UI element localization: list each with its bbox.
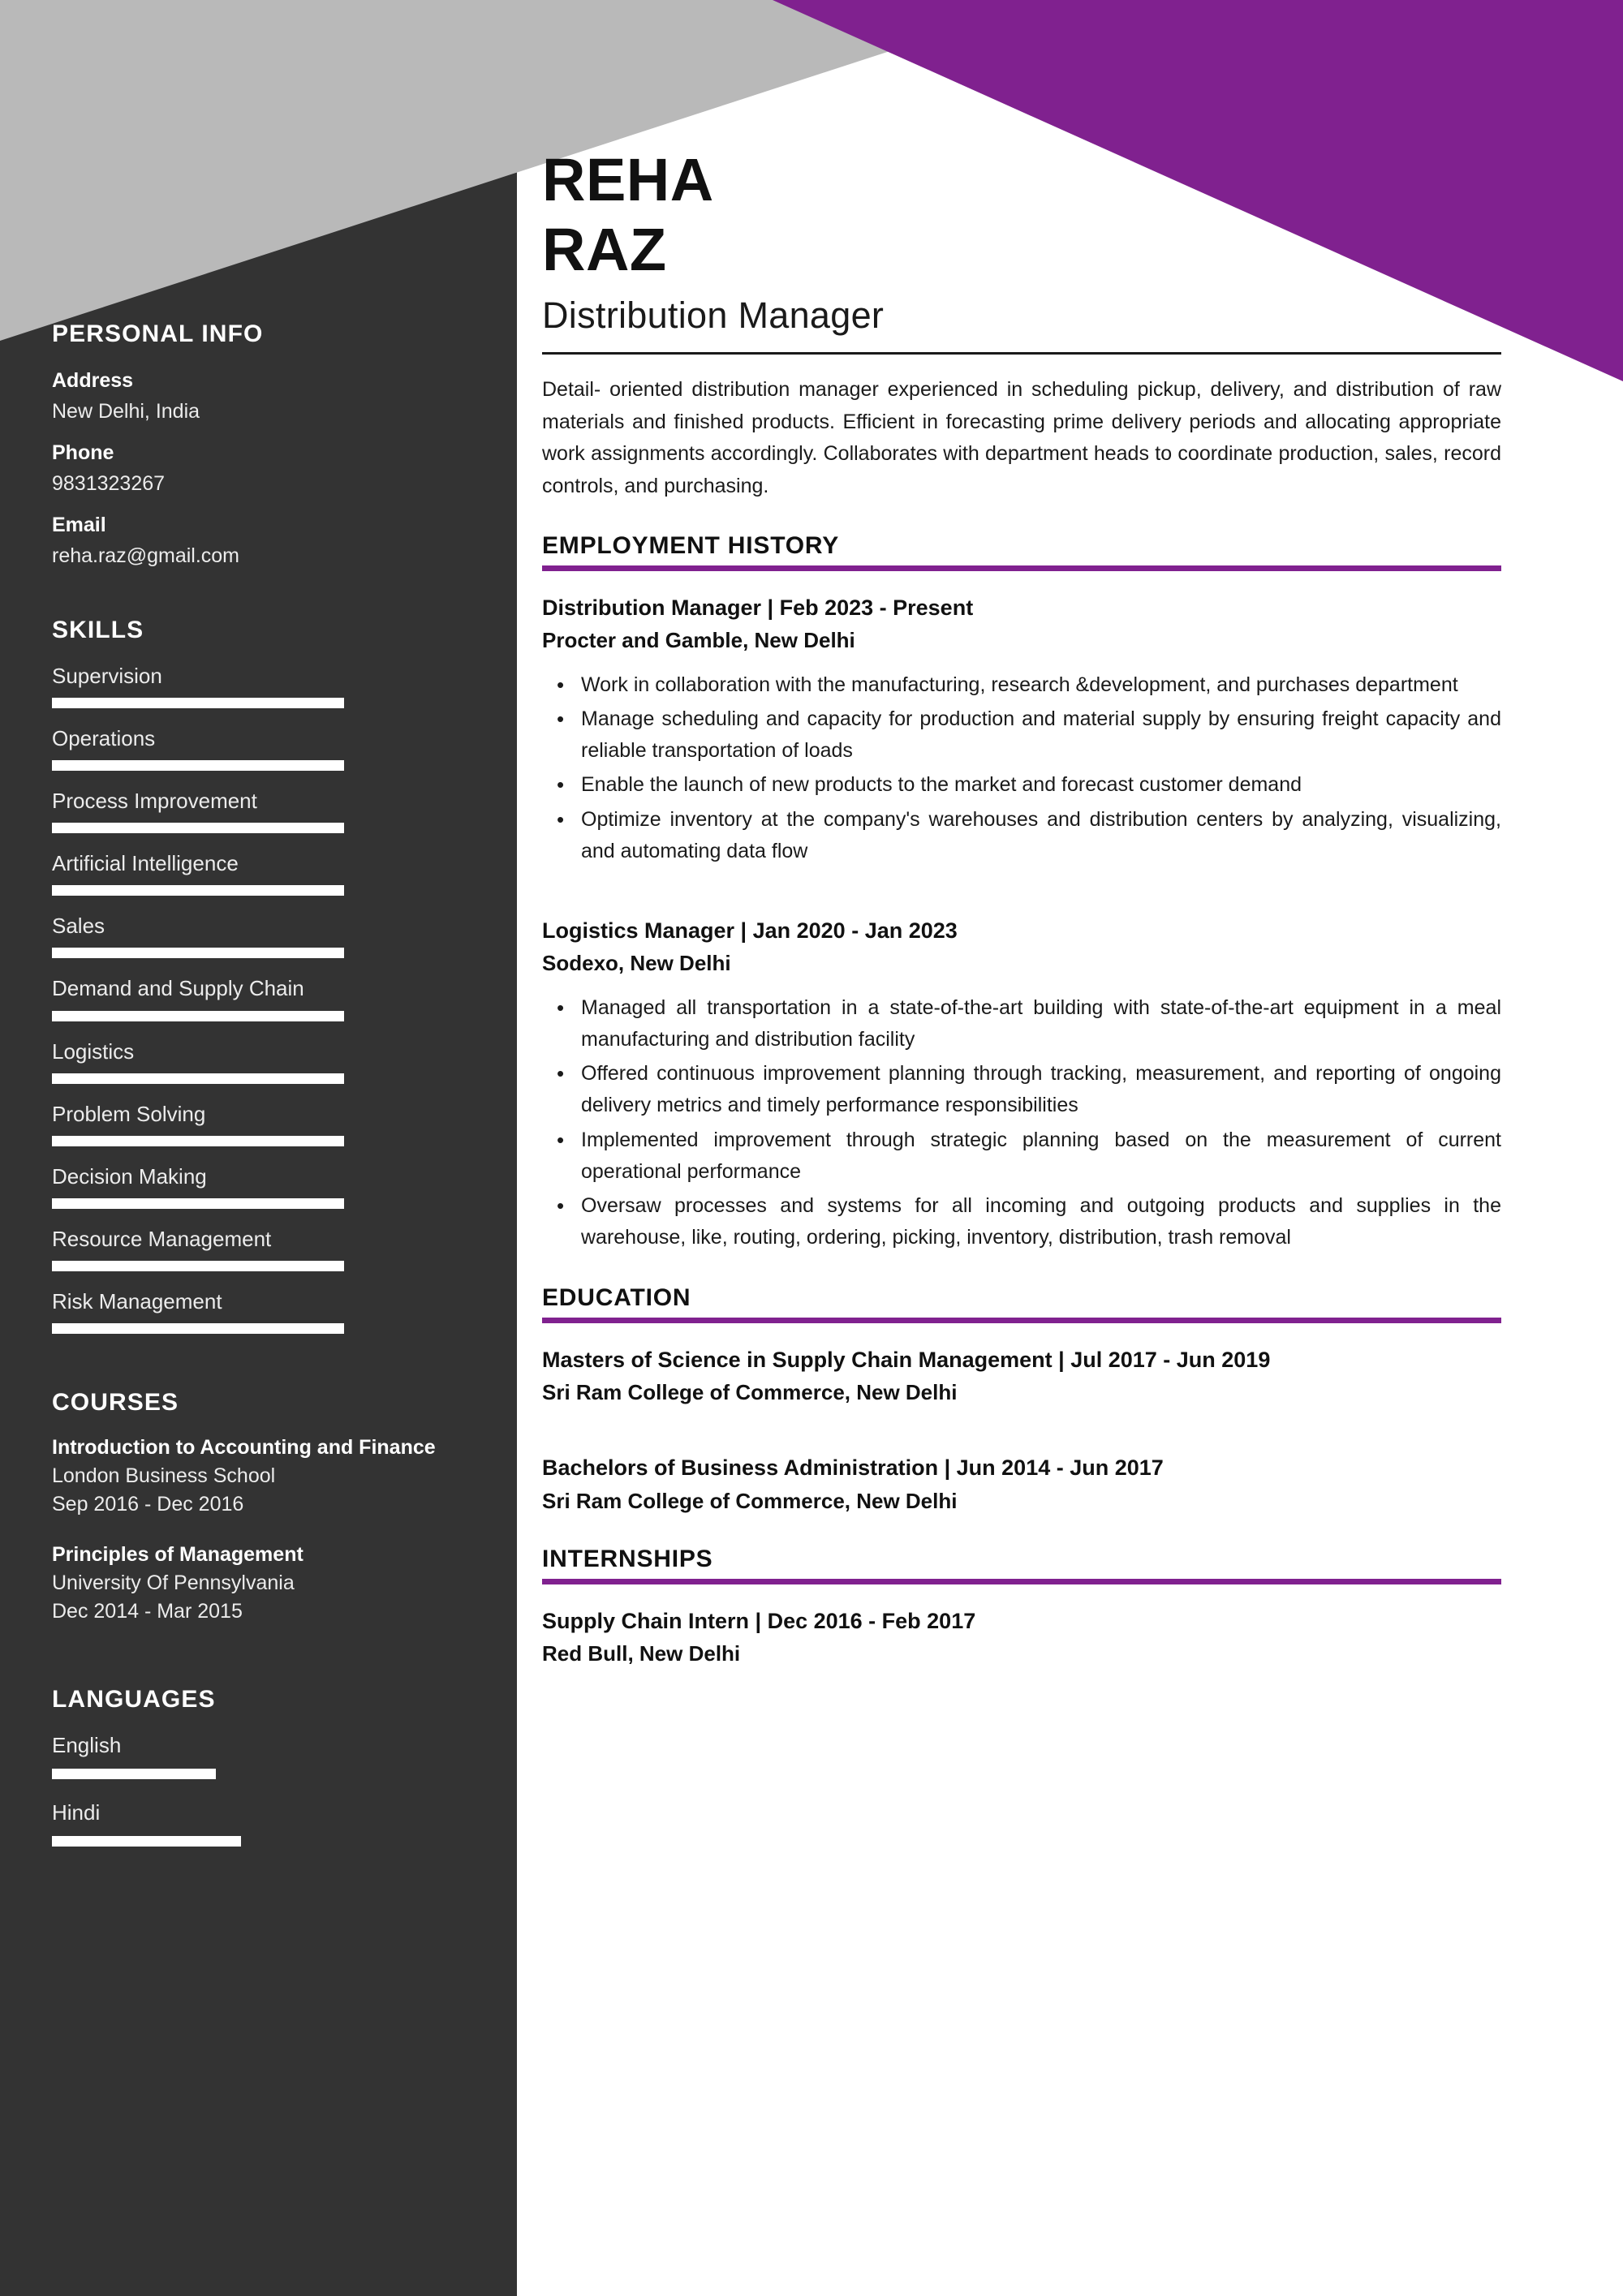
skill-name: Resource Management [52, 1226, 272, 1251]
skill-name: Supervision [52, 664, 162, 688]
skill-level-fill [52, 1136, 344, 1146]
education-entries [542, 1345, 1501, 1516]
entry-spacer [542, 1407, 1501, 1431]
skill-level-fill [52, 885, 344, 896]
skill-level-bar [52, 1198, 517, 1209]
job-title: Distribution Manager [542, 295, 885, 336]
skill-level-fill [52, 760, 344, 771]
sidebar-content [0, 0, 517, 2296]
education-entry [542, 1453, 1501, 1516]
course-item [52, 1434, 517, 1519]
employment-entry [542, 593, 1501, 867]
entry-bullet: • Implemented improvement through strategic planning based on the measurement of current operational performance [581, 1124, 1501, 1189]
personal-info-label: Email [52, 514, 106, 536]
entry-bullet-list [542, 992, 1501, 1254]
personal-info-value: New Delhi, India [52, 399, 200, 423]
skill-name: Risk Management [52, 1288, 222, 1314]
education-divider [542, 1318, 1501, 1323]
education-heading: EDUCATION [542, 1283, 691, 1311]
entry-bullet: • Oversaw processes and systems for all incoming and outgoing products and supplies in the warehouse, like, routing, ordering, picking, inventory, distribution, trash removal [581, 1190, 1501, 1254]
course-dates: Dec 2014 - Mar 2015 [52, 1599, 243, 1623]
personal-info-value: 9831323267 [52, 471, 166, 495]
skill-name: Sales [52, 914, 105, 939]
internships-heading: INTERNSHIPS [542, 1545, 713, 1572]
personal-info-list [52, 366, 517, 571]
personal-info-item [52, 438, 517, 499]
skill-name: Demand and Supply Chain [52, 976, 304, 1001]
skill-item [52, 662, 517, 708]
internship-entries [542, 1606, 1501, 1669]
skill-level-bar [52, 1136, 517, 1146]
entry-bullet: • Managed all transportation in a state-of-the-art building with state-of-the-art equipment in a meal manufacturing and distribution facility [581, 992, 1501, 1056]
entry-title: Supply Chain Intern | Dec 2016 - Feb 2017 [542, 1608, 976, 1633]
skill-level-fill [52, 698, 344, 708]
personal-info-item [52, 510, 517, 571]
skill-item [52, 912, 517, 958]
entry-organization: Sri Ram College of Commerce, New Delhi [542, 1488, 958, 1513]
skill-item [52, 787, 517, 833]
skill-level-bar [52, 698, 517, 708]
skill-level-fill [52, 1261, 344, 1271]
personal-info-value: reha.raz@gmail.com [52, 544, 240, 567]
language-level-fill [52, 1769, 216, 1779]
skill-level-bar [52, 1073, 517, 1084]
skill-level-fill [52, 948, 344, 958]
skill-level-bar [52, 823, 517, 833]
skills-heading: SKILLS [52, 617, 144, 643]
skill-level-bar [52, 885, 517, 896]
skill-item [52, 1225, 517, 1271]
skills-list [52, 662, 517, 1334]
course-dates: Sep 2016 - Dec 2016 [52, 1492, 244, 1516]
entry-organization: Sri Ram College of Commerce, New Delhi [542, 1380, 958, 1404]
main-content [542, 0, 1501, 1668]
entry-spacer [542, 870, 1501, 894]
skill-level-bar [52, 1261, 517, 1271]
language-level-fill [52, 1836, 241, 1847]
personal-info-heading: PERSONAL INFO [52, 320, 264, 347]
languages-heading: LANGUAGES [52, 1685, 216, 1713]
entry-organization: Procter and Gamble, New Delhi [542, 628, 855, 653]
skill-level-bar [52, 1011, 517, 1021]
skill-level-fill [52, 823, 344, 833]
skill-name: Decision Making [52, 1163, 207, 1189]
skill-name: Logistics [52, 1038, 135, 1064]
skill-item [52, 724, 517, 771]
language-name: Hindi [52, 1799, 101, 1825]
skill-item [52, 974, 517, 1021]
entry-organization: Sodexo, New Delhi [542, 951, 731, 976]
professional-summary: Detail- oriented distribution manager experienced in scheduling pickup, delivery, and distribution of raw materials and finished products. Efficient in forecasting prime delivery periods and allocating appropriate work assignments accordingly. Collaborates with department heads to coordinate production, sales, record controls, and purchasing. [542, 378, 1501, 497]
entry-bullet: • Enable the launch of new products to the market and forecast customer demand [581, 769, 1501, 801]
entry-bullet: • Manage scheduling and capacity for production and material supply by ensuring freight capacity and reliable transportation of loads [581, 703, 1501, 767]
courses-heading: COURSES [52, 1389, 179, 1417]
first-name: REHA [542, 146, 714, 213]
entry-title: Distribution Manager | Feb 2023 - Present [542, 595, 974, 620]
skill-level-fill [52, 1323, 344, 1334]
language-name: English [52, 1732, 122, 1757]
employment-entry [542, 916, 1501, 1254]
course-item [52, 1541, 517, 1626]
entry-title: Masters of Science in Supply Chain Management | Jul 2017 - Jun 2019 [542, 1347, 1271, 1372]
employment-divider [542, 565, 1501, 571]
skill-item [52, 1100, 517, 1146]
course-school: University Of Pennsylvania [52, 1571, 295, 1594]
skill-level-bar [52, 1323, 517, 1334]
personal-info-label: Address [52, 369, 134, 392]
header-divider [542, 352, 1501, 355]
languages-list [52, 1731, 517, 1847]
internships-divider [542, 1579, 1501, 1584]
course-title: Principles of Management [52, 1542, 304, 1566]
entry-bullet: • Work in collaboration with the manufacturing, research &development, and purchases department [581, 669, 1501, 701]
entry-bullet: • Offered continuous improvement planning through tracking, measurement, and reporting of ongoing delivery metrics and timely performance responsibilities [581, 1058, 1501, 1122]
entry-bullet-list [542, 669, 1501, 868]
skill-level-bar [52, 760, 517, 771]
entry-bullet: • Optimize inventory at the company's warehouses and distribution centers by analyzing, visualizing, and automating data flow [581, 804, 1501, 868]
personal-info-label: Phone [52, 441, 114, 464]
employment-entries [542, 593, 1501, 1254]
language-item [52, 1799, 517, 1847]
last-name: RAZ [542, 216, 667, 283]
employment-history-heading: EMPLOYMENT HISTORY [542, 532, 840, 559]
skill-level-fill [52, 1073, 344, 1084]
skill-item [52, 849, 517, 896]
courses-list [52, 1434, 517, 1626]
skill-name: Artificial Intelligence [52, 851, 239, 876]
course-title: Introduction to Accounting and Finance [52, 1436, 436, 1460]
skill-name: Problem Solving [52, 1101, 206, 1126]
skill-level-fill [52, 1011, 344, 1021]
entry-organization: Red Bull, New Delhi [542, 1641, 741, 1666]
entry-title: Logistics Manager | Jan 2020 - Jan 2023 [542, 918, 958, 944]
skill-item [52, 1163, 517, 1209]
skill-name: Process Improvement [52, 789, 257, 814]
skill-level-fill [52, 1198, 344, 1209]
skill-level-bar [52, 948, 517, 958]
language-item [52, 1731, 517, 1779]
internship-entry [542, 1606, 1501, 1669]
entry-title: Bachelors of Business Administration | Jun 2014 - Jun 2017 [542, 1455, 1164, 1481]
course-school: London Business School [52, 1464, 276, 1487]
education-entry [542, 1345, 1501, 1408]
skill-item [52, 1038, 517, 1084]
skill-item [52, 1288, 517, 1334]
personal-info-item [52, 366, 517, 427]
skill-name: Operations [52, 726, 156, 751]
